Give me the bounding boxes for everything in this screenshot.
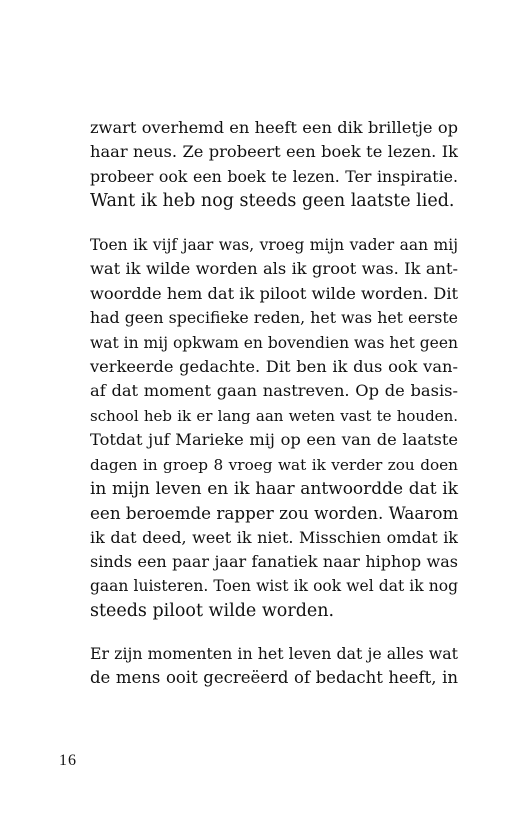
text-line: een beroemde rapper zou worden. Waarom (90, 503, 459, 524)
paragraph-2 (90, 233, 458, 623)
paragraph-3 (90, 642, 458, 691)
paragraph-1 (90, 116, 458, 214)
text-line: de mens ooit gecreëerd of bedacht heeft, in (90, 668, 458, 688)
text-line: Er zijn momenten in het leven dat je alles wat (90, 644, 458, 663)
text-line: probeer ook een boek te lezen. Ter inspiratie. (90, 166, 458, 186)
text-line: Want ik heb nog steeds geen laatste lied. (90, 191, 455, 212)
text-line: dagen in groep 8 vroeg wat ik verder zou doen (90, 455, 458, 474)
text-line: wat ik wilde worden als ik groot was. Ik ant- (90, 259, 458, 279)
page-number: 16 (59, 752, 77, 769)
text-line: school heb ik er lang aan weten vast te houden. (90, 406, 458, 425)
text-line: woordde hem dat ik piloot wilde worden. Dit (90, 283, 459, 303)
text-line: haar neus. Ze probeert een boek te lezen. Ik (90, 142, 458, 162)
text-line: verkeerde gedachte. Dit ben ik dus ook van- (90, 356, 458, 376)
text-line: ik dat deed, weet ik niet. Misschien omdat ik (90, 527, 458, 547)
text-line: in mijn leven en ik haar antwoordde dat ik (90, 478, 458, 499)
text-line: Toen ik vijf jaar was, vroeg mijn vader aan mij (90, 236, 458, 254)
text-line: steeds piloot wilde worden. (90, 600, 335, 621)
text-line: had geen specifieke reden, het was het eerste (90, 308, 458, 328)
text-line: wat in mij opkwam en bovendien was het geen (90, 333, 458, 352)
text-line: sinds een paar jaar fanatiek naar hiphop was (90, 552, 458, 572)
text-line: Totdat juf Marieke mij op een van de laatste (90, 430, 458, 450)
text-line: af dat moment gaan nastreven. Op de basis- (90, 381, 458, 401)
text-line: zwart overhemd en heeft een dik brilletje op (90, 118, 458, 137)
text-line: gaan luisteren. Toen wist ik ook wel dat ik nog (90, 577, 458, 596)
